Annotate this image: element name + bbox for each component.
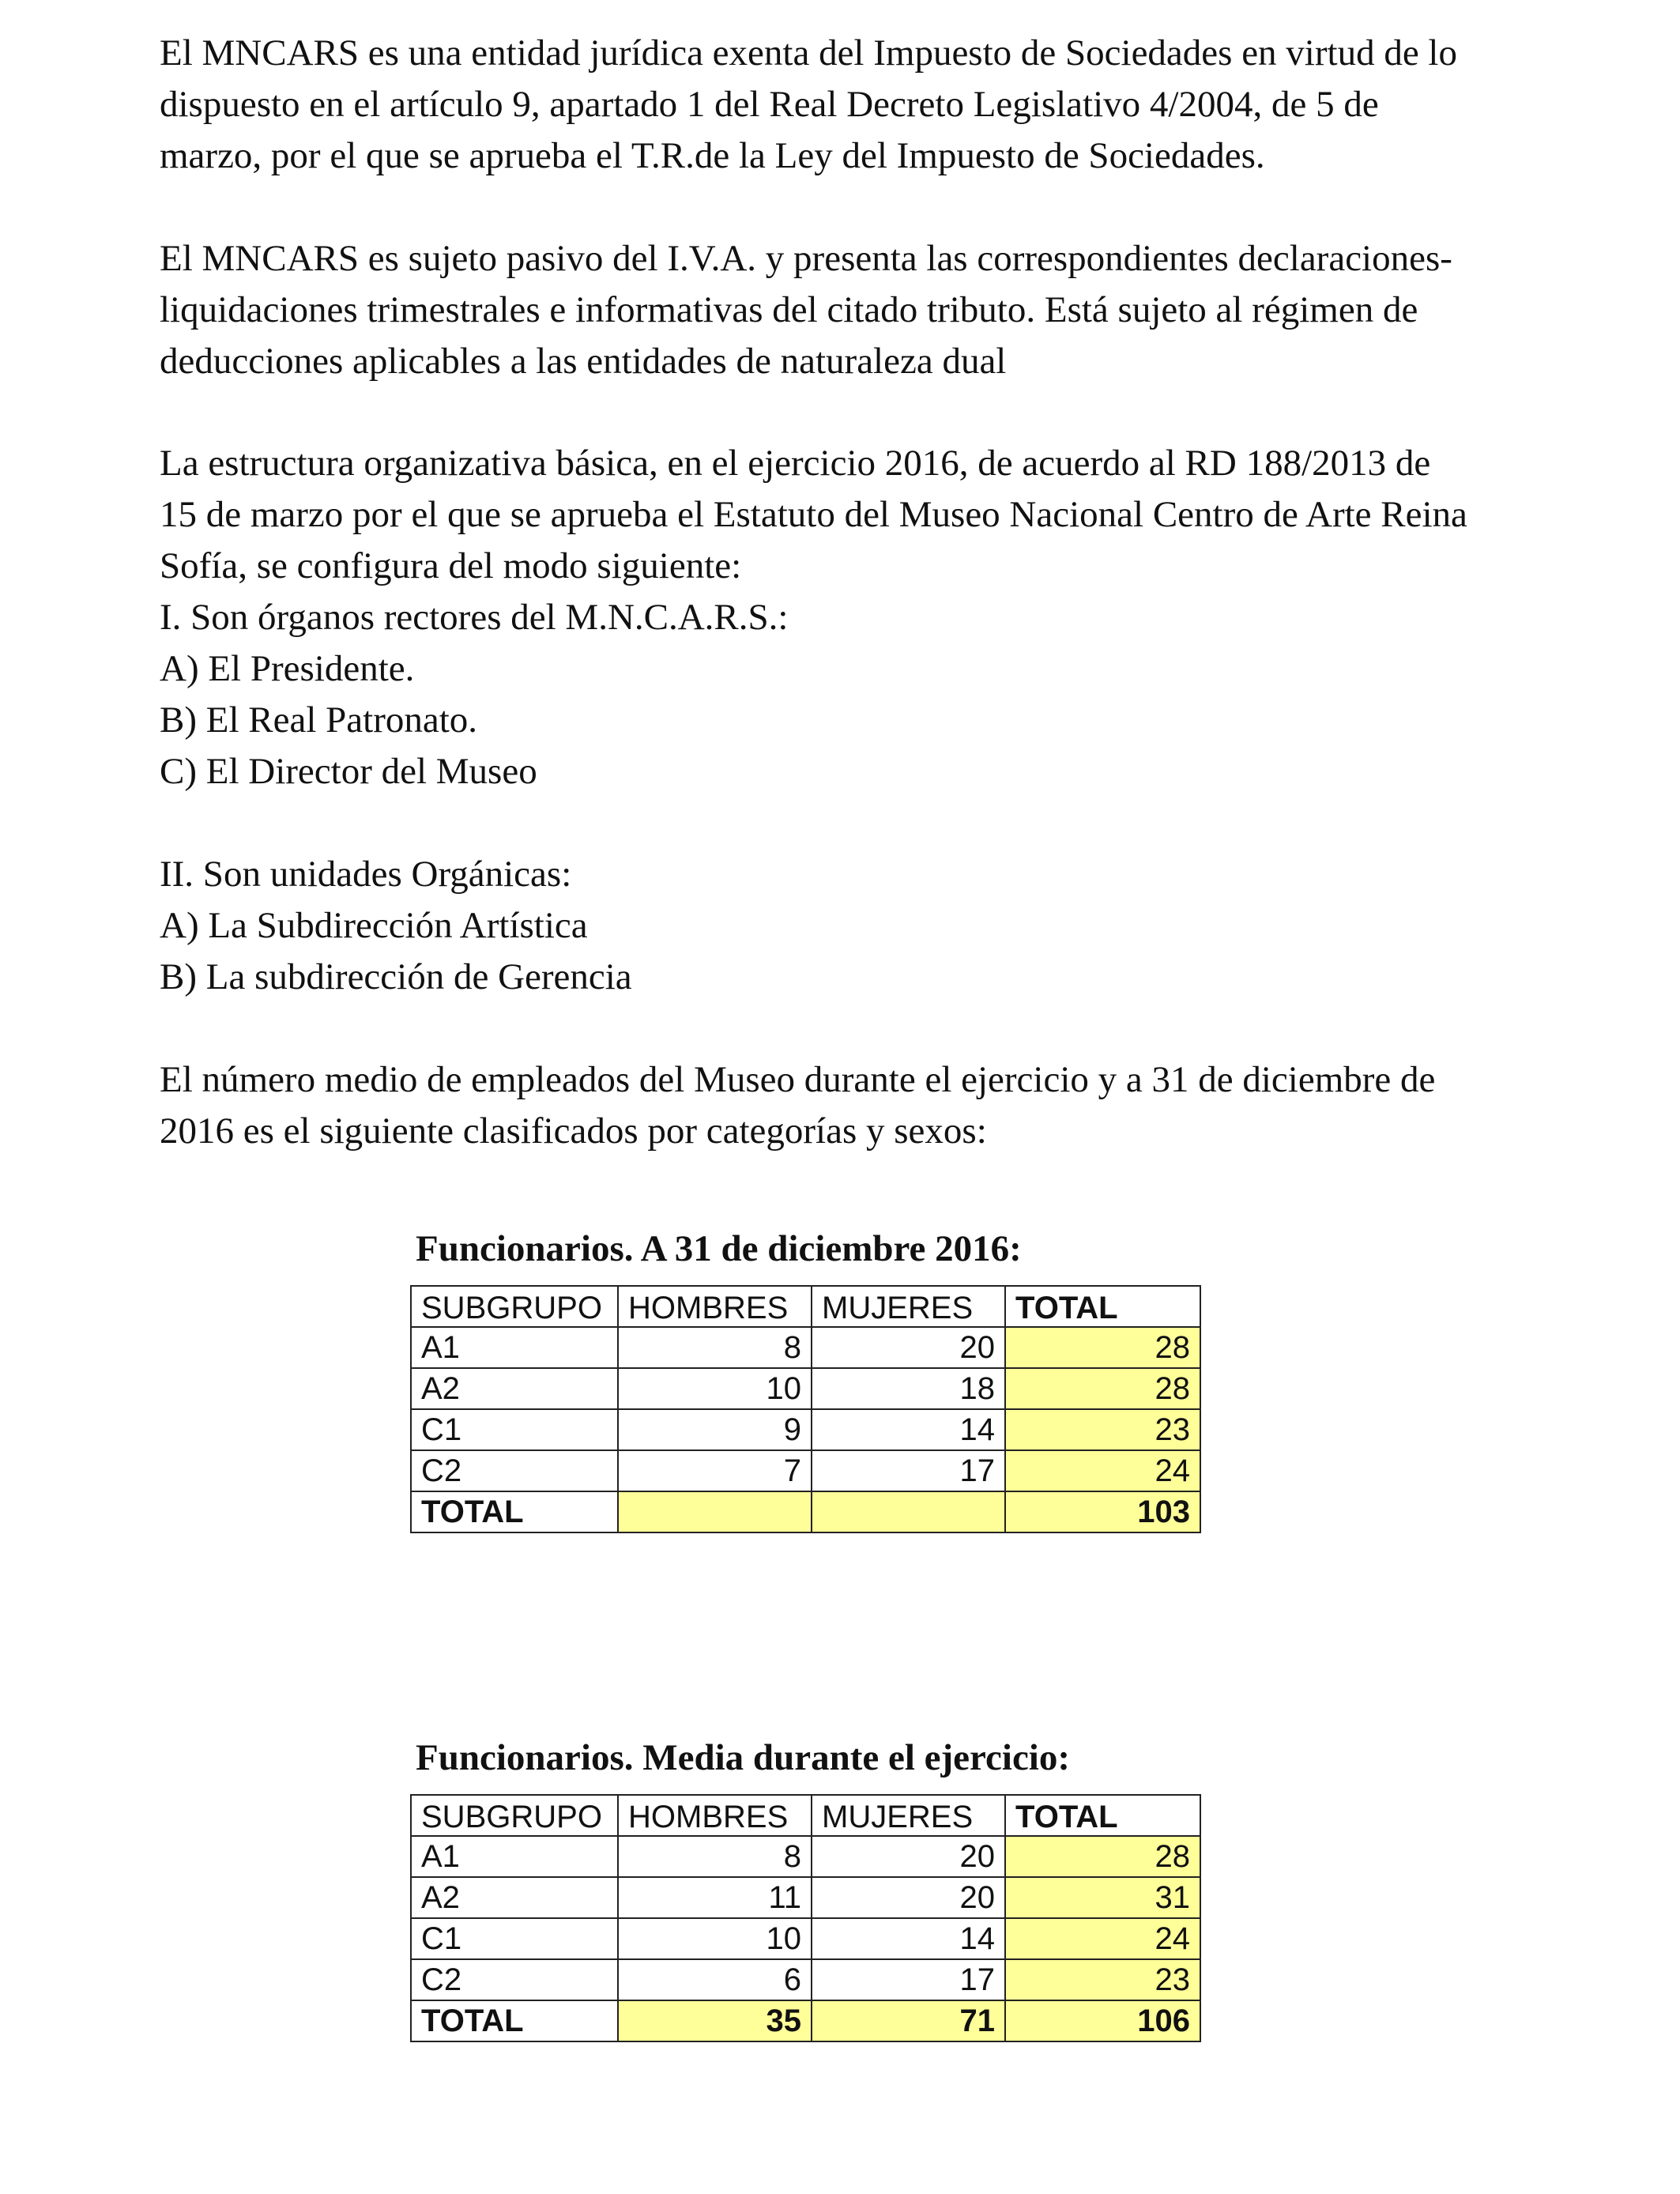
table-cell: 11 [618,1877,812,1918]
column-header: TOTAL [1005,1286,1200,1327]
text-line: El MNCARS es una entidad jurídica exenta del Impuesto de Sociedades en virtud de lo [160,32,1457,74]
table-cell: TOTAL [411,1491,618,1532]
text-line: liquidaciones trimestrales e informativas del citado tributo. Está sujeto al régimen de [160,289,1418,330]
table-cell: 106 [1005,2000,1200,2041]
table-cell: A1 [411,1836,618,1877]
table-cell: 6 [618,1959,812,2000]
table-cell: 23 [1005,1409,1200,1450]
text-line: deducciones aplicables a las entidades de naturaleza dual [160,341,1007,382]
paragraph-iva [160,233,1550,387]
table-cell [618,1491,812,1532]
table-cell: 20 [812,1836,1005,1877]
paragraph-unidades-organicas [160,849,1550,1003]
text-line: El MNCARS es sujeto pasivo del I.V.A. y presenta las correspondientes declaraciones- [160,238,1452,279]
table-row [411,1368,1200,1409]
table-cell: C2 [411,1450,618,1491]
list-item: A) La Subdirección Artística [160,905,588,946]
table-cell: 24 [1005,1450,1200,1491]
table-cell: TOTAL [411,2000,618,2041]
intro-paragraph-tax-exemption [160,28,1550,182]
table-cell: 18 [812,1368,1005,1409]
table-cell: A2 [411,1877,618,1918]
table-funcionarios-media [410,1794,1201,2042]
column-header: HOMBRES [618,1795,812,1836]
table-cell: 14 [812,1409,1005,1450]
list-item: A) El Presidente. [160,648,415,689]
table-row [411,1959,1200,2000]
table-cell: 10 [618,1368,812,1409]
table-cell: 28 [1005,1836,1200,1877]
table-cell: 17 [812,1959,1005,2000]
text-line: Sofía, se configura del modo siguiente: [160,545,742,586]
text-line: dispuesto en el artículo 9, apartado 1 del Real Decreto Legislativo 4/2004, de 5 de [160,84,1379,125]
table-cell: 8 [618,1327,812,1368]
table-cell: 28 [1005,1368,1200,1409]
table-cell: 9 [618,1409,812,1450]
list-item: B) La subdirección de Gerencia [160,956,632,997]
table-cell: C1 [411,1918,618,1959]
table1-title: Funcionarios. A 31 de diciembre 2016: [416,1228,1022,1269]
text-line: marzo, por el que se aprueba el T.R.de la Ley del Impuesto de Sociedades. [160,135,1265,176]
table-row [411,1877,1200,1918]
table-cell: 24 [1005,1918,1200,1959]
table-total-row [411,2000,1200,2041]
table-row [411,1836,1200,1877]
column-header: SUBGRUPO [411,1795,618,1836]
table-cell: 17 [812,1450,1005,1491]
table-cell: 71 [812,2000,1005,2041]
table-cell: 7 [618,1450,812,1491]
table-cell: 28 [1005,1327,1200,1368]
table-cell: 10 [618,1918,812,1959]
table-cell: 23 [1005,1959,1200,2000]
table-cell: 31 [1005,1877,1200,1918]
table-cell: A1 [411,1327,618,1368]
table-cell: A2 [411,1368,618,1409]
list-item: B) El Real Patronato. [160,699,478,741]
table-header-row [411,1286,1200,1327]
organos-rectores-heading: I. Son órganos rectores del M.N.C.A.R.S.: [160,597,789,638]
table-cell: C1 [411,1409,618,1450]
table-cell: 35 [618,2000,812,2041]
unidades-organicas-heading: II. Son unidades Orgánicas: [160,854,572,895]
table-cell: 8 [618,1836,812,1877]
table-row [411,1327,1200,1368]
paragraph-organizational-structure [160,438,1550,797]
table-header-row [411,1795,1200,1836]
column-header: MUJERES [812,1795,1005,1836]
table-cell: 14 [812,1918,1005,1959]
table-cell [812,1491,1005,1532]
table-cell: 103 [1005,1491,1200,1532]
table-cell: 20 [812,1327,1005,1368]
column-header: HOMBRES [618,1286,812,1327]
table-funcionarios-31-dic [410,1285,1201,1533]
table-cell: 20 [812,1877,1005,1918]
table-total-row [411,1491,1200,1532]
column-header: SUBGRUPO [411,1286,618,1327]
paragraph-employees [160,1054,1550,1157]
table-row [411,1918,1200,1959]
column-header: TOTAL [1005,1795,1200,1836]
text-line: El número medio de empleados del Museo durante el ejercicio y a 31 de diciembre de [160,1059,1436,1100]
text-line: 15 de marzo por el que se aprueba el Estatuto del Museo Nacional Centro de Arte Reina [160,494,1467,535]
list-item: C) El Director del Museo [160,751,537,792]
text-line: La estructura organizativa básica, en el ejercicio 2016, de acuerdo al RD 188/2013 de [160,443,1431,484]
table2-title: Funcionarios. Media durante el ejercicio: [416,1737,1071,1778]
table-row [411,1409,1200,1450]
table-row [411,1450,1200,1491]
column-header: MUJERES [812,1286,1005,1327]
table-cell: C2 [411,1959,618,2000]
text-line: 2016 es el siguiente clasificados por categorías y sexos: [160,1110,987,1152]
